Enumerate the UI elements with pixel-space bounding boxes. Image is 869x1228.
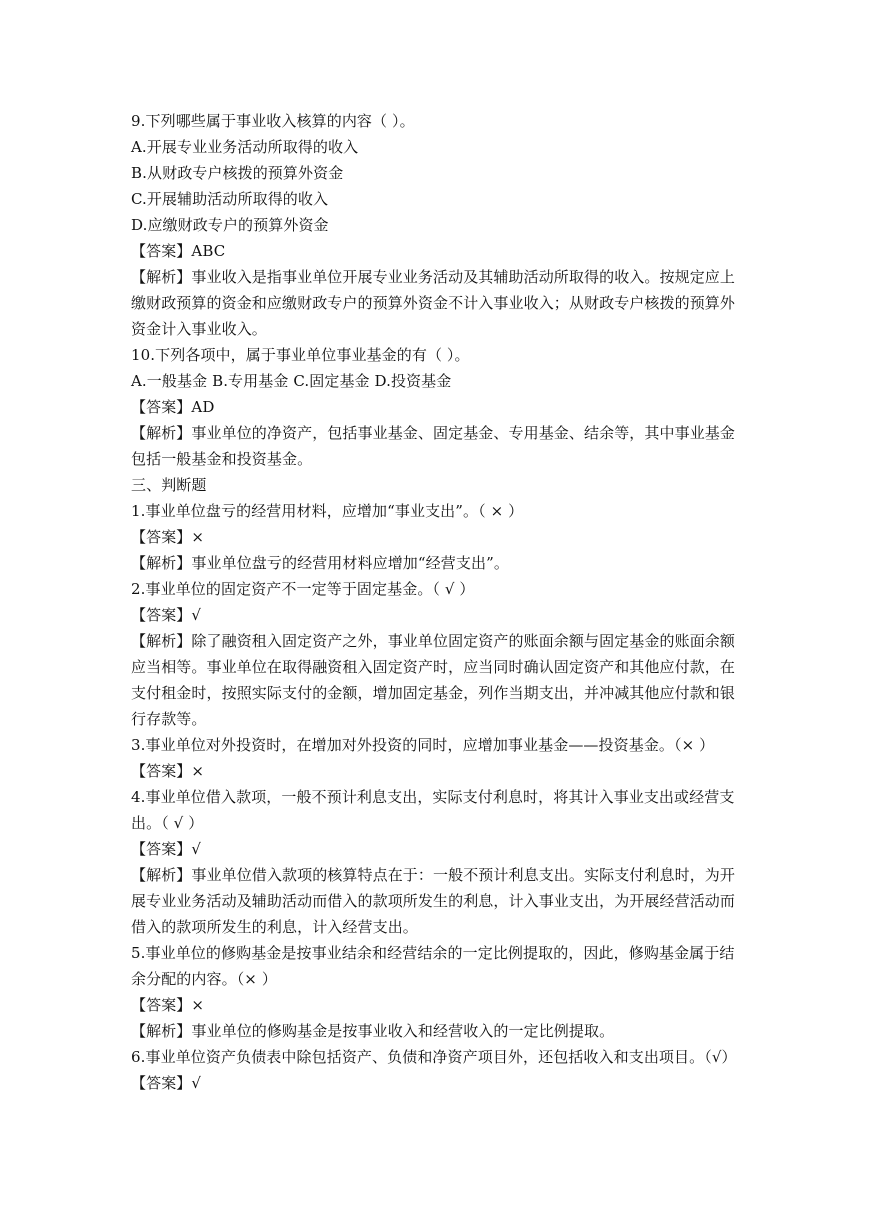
option-a: A.开展专业业务活动所取得的收入 <box>131 138 359 156</box>
answer-9: 【答案】ABC <box>131 242 226 260</box>
question-9: 9.下列哪些属于事业收入核算的内容（ ）。 <box>131 112 415 130</box>
tf-question-5-line-1: 5.事业单位的修购基金是按事业结余和经营结余的一定比例提取的，因此，修购基金属于结 <box>131 944 735 962</box>
tf-question-6: 6.事业单位资产负债表中除包括资产、负债和净资产项目外，还包括收入和支出项目。（√） <box>131 1048 737 1066</box>
tf-question-4-line-2: 出。（ √ ） <box>131 814 204 832</box>
tf-explanation-4-line-1: 【解析】事业单位借入款项的核算特点在于：一般不预计利息支出。实际支付利息时，为开 <box>131 866 736 884</box>
option-c: C.开展辅助活动所取得的收入 <box>131 190 329 208</box>
tf-answer-4: 【答案】√ <box>131 840 202 858</box>
tf-explanation-5: 【解析】事业单位的修购基金是按事业收入和经营收入的一定比例提取。 <box>131 1022 615 1040</box>
explanation-10-line-2: 包括一般基金和投资基金。 <box>131 450 313 468</box>
tf-answer-2: 【答案】√ <box>131 606 202 624</box>
tf-explanation-2-line-1: 【解析】除了融资租入固定资产之外，事业单位固定资产的账面余额与固定基金的账面余额 <box>131 632 736 650</box>
tf-explanation-2-line-4: 行存款等。 <box>131 710 207 728</box>
document-body <box>131 108 743 1096</box>
tf-question-1: 1.事业单位盘亏的经营用材料，应增加“事业支出”。（ × ） <box>131 502 524 520</box>
tf-question-2: 2.事业单位的固定资产不一定等于固定基金。（ √ ） <box>131 580 475 598</box>
answer-10: 【答案】AD <box>131 398 215 416</box>
explanation-9-line-1: 【解析】事业收入是指事业单位开展专业业务活动及其辅助活动所取得的收入。按规定应上 <box>131 268 736 286</box>
tf-answer-1: 【答案】× <box>131 528 205 546</box>
explanation-9-line-2: 缴财政预算的资金和应缴财政专户的预算外资金不计入事业收入；从财政专户核拨的预算外 <box>131 294 736 312</box>
tf-question-3: 3.事业单位对外投资时，在增加对外投资的同时，应增加事业基金——投资基金。（× ） <box>131 736 715 754</box>
explanation-10-line-1: 【解析】事业单位的净资产，包括事业基金、固定基金、专用基金、结余等，其中事业基金 <box>131 424 736 442</box>
section-heading-true-false: 三、判断题 <box>131 476 207 494</box>
tf-question-4-line-1: 4.事业单位借入款项，一般不预计利息支出，实际支付利息时，将其计入事业支出或经营支 <box>131 788 735 806</box>
tf-explanation-2-line-2: 应当相等。事业单位在取得融资租入固定资产时，应当同时确认固定资产和其他应付款，在 <box>131 658 736 676</box>
tf-explanation-4-line-2: 展专业业务活动及辅助活动而借入的款项所发生的利息，计入事业支出，为开展经营活动而 <box>131 892 736 910</box>
question-10: 10.下列各项中，属于事业单位事业基金的有（ ）。 <box>131 346 470 364</box>
tf-answer-6: 【答案】√ <box>131 1074 202 1092</box>
tf-explanation-2-line-3: 支付租金时，按照实际支付的金额，增加固定基金，列作当期支出，并冲减其他应付款和银 <box>131 684 736 702</box>
options-10: A.一般基金 B.专用基金 C.固定基金 D.投资基金 <box>131 372 452 390</box>
tf-explanation-4-line-3: 借入的款项所发生的利息，计入经营支出。 <box>131 918 418 936</box>
option-d: D.应缴财政专户的预算外资金 <box>131 216 329 234</box>
option-b: B.从财政专户核拨的预算外资金 <box>131 164 344 182</box>
tf-answer-5: 【答案】× <box>131 996 205 1014</box>
tf-explanation-1: 【解析】事业单位盘亏的经营用材料应增加“经营支出”。 <box>131 554 509 572</box>
explanation-9-line-3: 资金计入事业收入。 <box>131 320 267 338</box>
tf-question-5-line-2: 余分配的内容。（× ） <box>131 970 277 988</box>
tf-answer-3: 【答案】× <box>131 762 205 780</box>
